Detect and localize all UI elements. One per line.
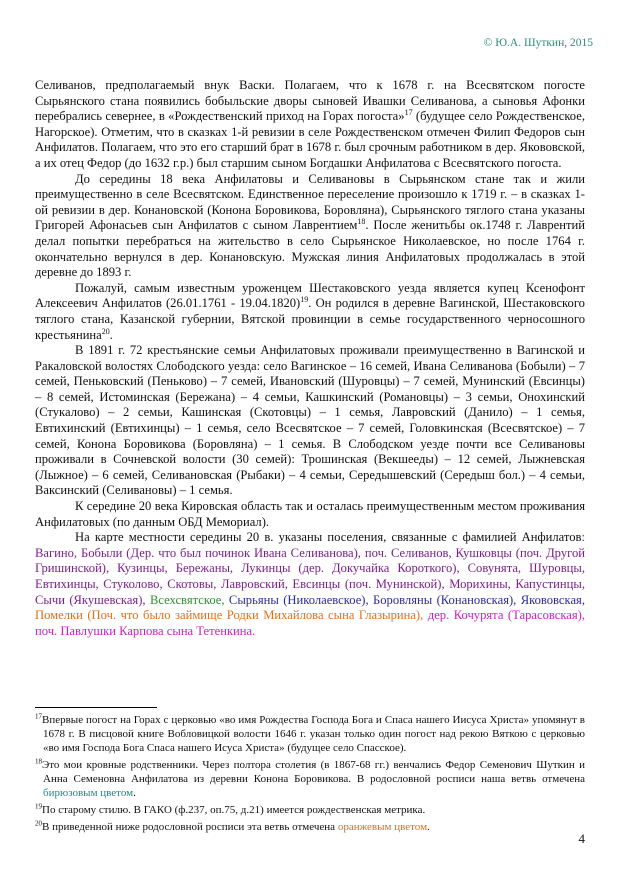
settlements-orange: Помелки (Поч. что было займище Родки Михайлова сына Глазырина), — [35, 608, 424, 623]
footnote-18: $^{18}$Это мои кровные родственники. Через полтора столетия (в 1867-68 гг.) венчались Федор Семенович Шуткин и Анна Семеновна Анфилатова из деревни Конона Боровикова. В родословной росписи наша ветвь отмечена бирюзовым цветом. — [35, 757, 585, 799]
settlements-blue: Сырьяны (Николаевское), Боровляны (Конановская), Якововская, — [224, 592, 585, 607]
page-number: 4 — [578, 831, 585, 846]
footnote-19: $^{19}$По старому стилю. В ГАКО (ф.237, оп.75, д.21) имеется рождественская метрика. — [35, 802, 426, 816]
settlements-green: Всехсвятское, — [145, 592, 225, 607]
footnote-ref-20[interactable]: 20 — [101, 326, 110, 336]
footnote-separator — [35, 707, 157, 708]
footnotes — [35, 713, 585, 837]
footnote-ref-18[interactable]: 18 — [357, 217, 366, 227]
paragraph-4: В 1891 г. 72 крестьянские семьи Анфилатовых проживали преимущественно в Вагинской и Ракаловской волостях Слободского уезда: село Вагинское – 16 семей, Ивана Селиванова (Бобыли) – 7 семей, Пеньковский (Пеньково) – 7 семей, Ивановский (Шуровцы) – 7 семей, Мунинский (Евсинцы) – 8 семей, Истоминская (Бережана) – 4 семьи, Кашкинский (Романовцы) – 3 семьи, Онохинский (Стукалово) – 2 семьи, Кашинская (Скотовцы) – 1 семья, Лавровский (Данило) – 1 семья, Евтихинский (Евтихинцы) – 1 семья, село Всесвятское – 7 семей, Головкинская (Всесвятское) – 7 семей, Конона Боровикова (Боровляна) – 1 семья. В Слободском уезде почти все Селивановы проживали в Сочневской волости (30 семей): Трошинская (Векшееды) – 12 семей, Лыжневская (Лыжное) – 6 семей, Селивановская (Рыбаки) – 4 семьи, Середышевский (Середыш бол.) – 4 семьи, Ваксинский (Селивановы) – 1 семья. — [35, 343, 585, 498]
footnote-17: $^{17}$Впервые погост на Горах с церковью «во имя Рождества Господа Бога и Спаса нашего Иисуса Христа» упомянут в 1678 г. В писцовой книге Вобловицкой волости 1646 г. указан только один погост над рекою Вяткою с церковью «во имя Господа Бога Спаса нашего Исуса Христа» (будущее село Спасское). — [35, 712, 585, 754]
settlements-magenta: дер. Кочурята (Тарасовская), поч. Павлушки Карпова сына Тетенкина. — [35, 608, 585, 638]
paragraph-2: До середины 18 века Анфилатовы и Селивановы в Сырьянском стане так и жили преимущественно в селе Всесвятском. Единственное переселение произошло к 1719 г. – в сказках 1-ой ревизии в дер. Конановской (Конона Боровикова, Боровляна), Сырьянского тяглого стана указаны Григорей Афонасьев сын Анфилатов с сыном Лаврентием$^{18}$. После женитьбы ок.1748 г. Лаврентий делал попытки перебраться на жительство в село Сырьянское Николаевское, но после 1764 г. окончательно вернулся в дер. Конановскую. Мужская линия Анфилатовых продолжалась в этой деревне до 1893 г. — [35, 171, 585, 280]
copyright-header: © Ю.А. Шуткин, 2015 — [483, 37, 593, 49]
settlements-purple: Вагино, Бобыли (Дер. что был починок Ивана Селиванова), поч. Селиванов, Кушковцы (поч. Другой Гришинской), Кузинцы, Бережаны, Лукинцы (дер. Докучайка Короткого), Совунята, Шуровцы, Евтихинцы, Стуколово, Скотовы, Лавровский, Евсинцы (поч. Мунинской), Морихины, Капустинцы, Сычи (Якушевская), — [35, 545, 585, 607]
paragraph-3: Пожалуй, самым известным уроженцем Шестаковского уезда является купец Ксенофонт Алексеевич Анфилатов (26.01.1761 - 19.04.1820)$^{19}$. Он родился в деревне Вагинской, Шестаковского тяглого стана, Казанской губернии, Вятской провинции в семье государственного черносошного крестьянина$^{20}$. — [35, 280, 585, 342]
paragraph-6: На карте местности середины 20 в. указаны поселения, связанные с фамилией Анфилатов: Вагино, Бобыли (Дер. что был починок Ивана Селиванова), поч. Селиванов, Кушковцы (поч. Другой Гришинской), Кузинцы, Бережаны, Лукинцы (дер. Докучайка Короткого), Совунята, Шуровцы, Евтихинцы, Стуколово, Скотовы, Лавровский, Евсинцы (поч. Мунинской), Морихины, Капустинцы, Сычи (Якушевская), Всехсвятское, Сырьяны (Николаевское), Боровляны (Конановская), Якововская, Помелки (Поч. что было займище Родки Михайлова сына Глазырина), дер. Кочурята (Тарасовская), поч. Павлушки Карпова сына Тетенкина. — [35, 530, 585, 638]
paragraph-1: Селиванов, предполагаемый внук Васки. Полагаем, что к 1678 г. на Всесвятском погосте Сырьянского стана появились бобыльские дворы сыновей Ивашки Селиванова, а сыновья Афонки перебрались севернее, в «Рождественский приход на Горах погоста»$^{17}$ (будущее село Рождественское, Нагорское). Отметим, что в сказках 1-й ревизии в селе Рождественском отмечен Филип Федоров сын Анфилатов. Полагаем, что это его старший брат в 1678 г. был срочным работником в дер. Якововской, а их отец Федор (до 1632 г.р.) был старшим сыном Богдашки Анфилатова с Всесвятского погоста. — [35, 78, 585, 170]
footnote-ref-17[interactable]: 17 — [404, 108, 413, 117]
paragraph-5: К середине 20 века Кировская область так и осталась преимущественным местом проживания Анфилатовых (по данным ОБД Мемориал). — [35, 499, 585, 529]
footnote-ref-19[interactable]: 19 — [300, 295, 309, 305]
footnote-20: $^{20}$В приведенной ниже родословной росписи эта ветвь отмечена оранжевым цветом. — [35, 819, 430, 833]
main-text — [35, 78, 585, 639]
